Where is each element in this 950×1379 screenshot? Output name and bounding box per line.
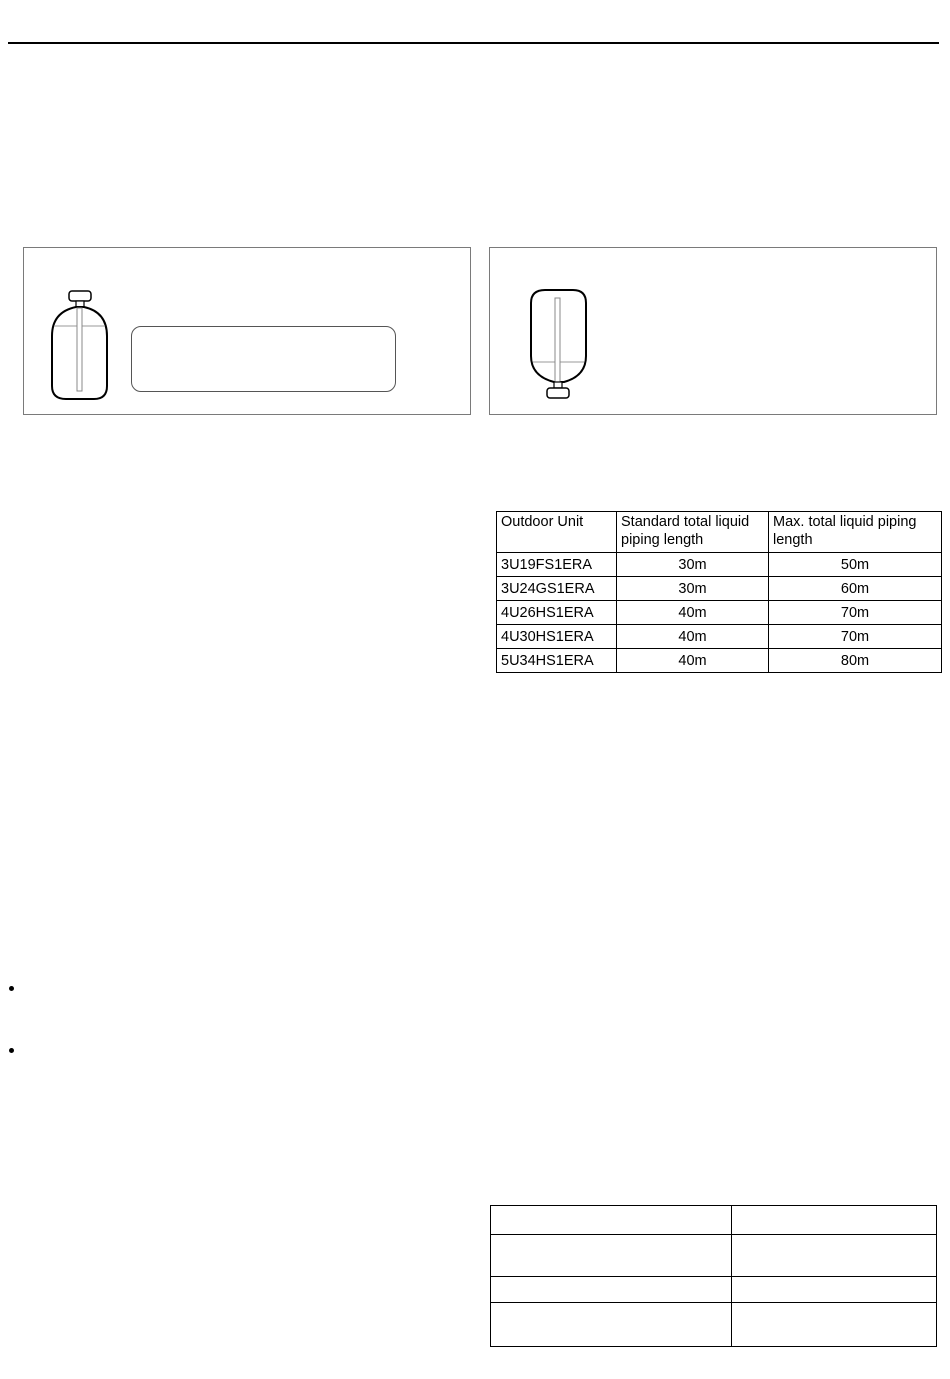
table-cell bbox=[491, 1235, 732, 1277]
bullet-point bbox=[9, 1048, 14, 1053]
blank-table bbox=[490, 1205, 937, 1347]
table-cell bbox=[491, 1303, 732, 1347]
table-row bbox=[491, 1235, 937, 1277]
table-row bbox=[497, 649, 942, 673]
header-outdoor-unit: Outdoor Unit bbox=[497, 512, 617, 553]
table-row bbox=[491, 1303, 937, 1347]
table-cell bbox=[732, 1303, 937, 1347]
table-row bbox=[491, 1206, 937, 1235]
cell-unit: 5U34HS1ERA bbox=[497, 649, 617, 673]
cell-unit: 4U26HS1ERA bbox=[497, 601, 617, 625]
top-rule bbox=[8, 42, 939, 44]
cell-unit: 4U30HS1ERA bbox=[497, 625, 617, 649]
table-row bbox=[491, 1277, 937, 1303]
cell-max: 60m bbox=[769, 577, 942, 601]
table-cell bbox=[732, 1277, 937, 1303]
table-row bbox=[497, 553, 942, 577]
table-header-row bbox=[497, 512, 942, 553]
cell-standard: 40m bbox=[617, 625, 769, 649]
cell-standard: 40m bbox=[617, 601, 769, 625]
table-row bbox=[497, 601, 942, 625]
header-standard-length: Standard total liquid piping length bbox=[617, 512, 769, 553]
table-row bbox=[497, 577, 942, 601]
table-cell bbox=[491, 1277, 732, 1303]
bullet-point bbox=[9, 986, 14, 991]
cell-max: 50m bbox=[769, 553, 942, 577]
cell-unit: 3U24GS1ERA bbox=[497, 577, 617, 601]
table-cell bbox=[491, 1206, 732, 1235]
illustration-panel-upright bbox=[23, 247, 471, 415]
cell-standard: 30m bbox=[617, 553, 769, 577]
piping-length-table bbox=[496, 511, 942, 673]
cell-max: 80m bbox=[769, 649, 942, 673]
table-cell bbox=[732, 1235, 937, 1277]
cell-unit: 3U19FS1ERA bbox=[497, 553, 617, 577]
cell-standard: 40m bbox=[617, 649, 769, 673]
table-cell bbox=[732, 1206, 937, 1235]
cell-standard: 30m bbox=[617, 577, 769, 601]
cell-max: 70m bbox=[769, 601, 942, 625]
table-row bbox=[497, 625, 942, 649]
callout-box bbox=[131, 326, 396, 392]
refrigerant-cylinder-inverted-icon bbox=[490, 248, 938, 416]
header-max-length: Max. total liquid piping length bbox=[769, 512, 942, 553]
cell-max: 70m bbox=[769, 625, 942, 649]
illustration-panel-inverted bbox=[489, 247, 937, 415]
